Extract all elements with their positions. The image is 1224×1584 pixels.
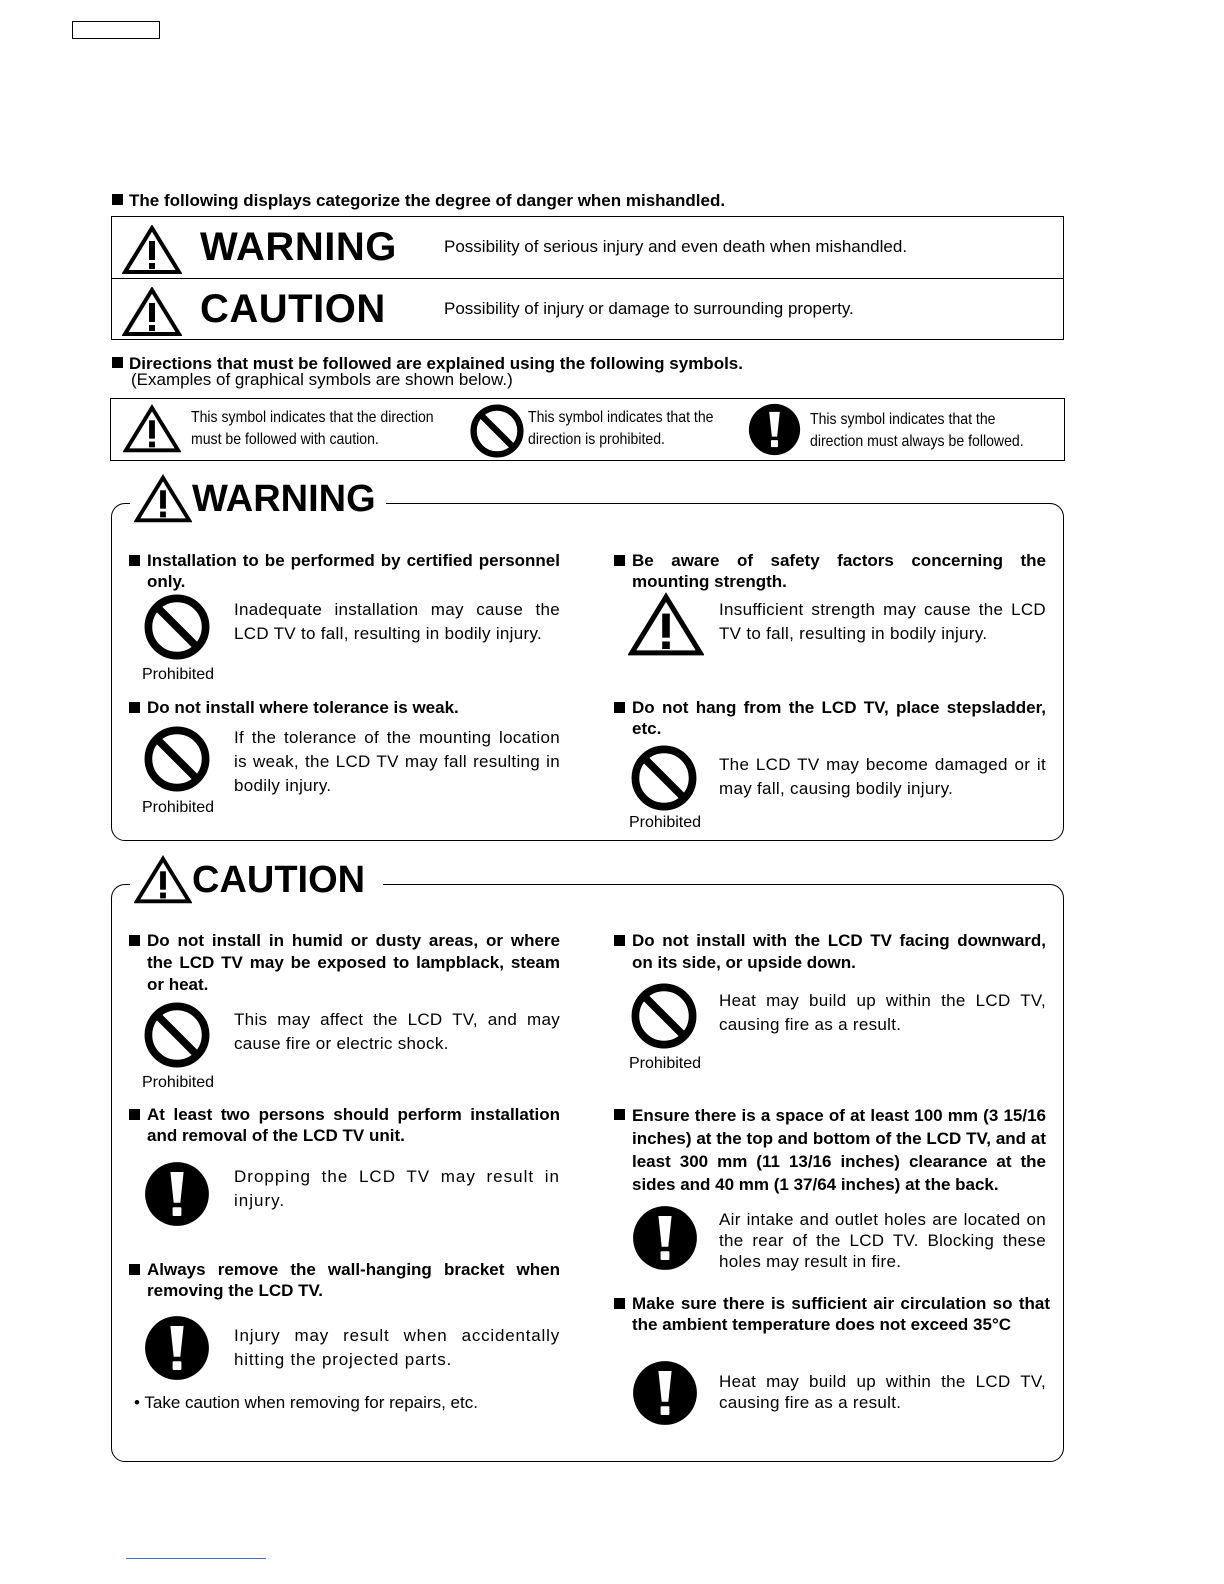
prohibited-icon bbox=[144, 726, 210, 792]
danger-degree-table bbox=[111, 216, 1064, 340]
mandatory-icon bbox=[632, 1205, 698, 1271]
caution-triangle-icon bbox=[134, 855, 192, 905]
legend-prohibited-text bbox=[528, 407, 713, 451]
prohibited-label: Prohibited bbox=[629, 1055, 702, 1072]
bottom-rule bbox=[126, 1558, 266, 1559]
caution-item-heading bbox=[614, 1293, 1050, 1335]
heading-text: Do not install where tolerance is weak. bbox=[147, 698, 459, 717]
warning-item-heading bbox=[129, 550, 560, 592]
mandatory-icon bbox=[144, 1315, 210, 1381]
heading-text: Do not install with the LCD TV facing downward, on its side, or upside down. bbox=[632, 931, 1046, 972]
degree-row-warning bbox=[112, 217, 1063, 279]
intro-subheading: (Examples of graphical symbols are shown below.) bbox=[131, 370, 513, 389]
caution-item-heading bbox=[129, 1259, 560, 1301]
prohibited-label: Prohibited bbox=[142, 1074, 215, 1091]
heading-text: Ensure there is a space of at least 100 mm (3 15/16 inches) at the top and bottom of the LCD TV, and at least 300 mm (11 13/16 inches) clearance at the sides and 40 mm (1 37/64 inches) at the back. bbox=[632, 1106, 1046, 1194]
mandatory-icon bbox=[748, 403, 801, 456]
degree-row-caution bbox=[112, 278, 1063, 341]
caution-item-heading bbox=[614, 930, 1046, 974]
warning-panel bbox=[111, 477, 1064, 841]
caution-item-heading bbox=[129, 930, 560, 996]
legend-line: This symbol indicates that the bbox=[528, 409, 714, 426]
degree-description: Possibility of serious injury and even death when mishandled. bbox=[444, 237, 908, 256]
page-corner-box bbox=[72, 21, 160, 39]
caution-note: • Take caution when removing for repairs, etc. bbox=[134, 1393, 478, 1412]
intro-heading-text: Directions that must be followed are explained using the following symbols. bbox=[129, 354, 743, 373]
caution-triangle-icon bbox=[134, 474, 192, 524]
caution-panel bbox=[111, 858, 1064, 1462]
caution-item-heading bbox=[614, 1104, 1046, 1196]
heading-text: Be aware of safety factors concerning the mounting strength. bbox=[632, 551, 1046, 591]
prohibited-icon bbox=[631, 983, 697, 1049]
prohibited-icon bbox=[144, 1002, 210, 1068]
caution-item-heading bbox=[129, 1104, 560, 1146]
intro-heading-text: The following displays categorize the degree of danger when mishandled. bbox=[129, 191, 726, 210]
legend-caution-text bbox=[191, 407, 434, 451]
legend-line: direction is prohibited. bbox=[528, 431, 665, 448]
intro-heading-danger bbox=[112, 191, 725, 211]
caution-triangle-icon bbox=[628, 592, 704, 658]
legend-line: This symbol indicates that the direction bbox=[191, 409, 434, 426]
mandatory-icon bbox=[144, 1161, 210, 1227]
caution-item-body: This may affect the LCD TV, and may cause fire or electric shock. bbox=[234, 1010, 560, 1053]
warning-item-heading bbox=[129, 697, 560, 718]
heading-text: At least two persons should perform installation and removal of the LCD TV unit. bbox=[147, 1105, 560, 1145]
heading-text: Do not hang from the LCD TV, place stepsladder, etc. bbox=[632, 698, 1046, 738]
caution-panel-title bbox=[130, 855, 383, 905]
warning-item-body: Insufficient strength may cause the LCD TV to fall, resulting in bodily injury. bbox=[719, 600, 1046, 643]
caution-item-body: Heat may build up within the LCD TV, causing fire as a result. bbox=[719, 991, 1046, 1034]
symbol-legend-table bbox=[110, 398, 1065, 461]
caution-item-body: Air intake and outlet holes are located on the rear of the LCD TV. Blocking these holes may result in fire. bbox=[719, 1210, 1046, 1271]
warning-panel-title bbox=[130, 474, 386, 524]
caution-triangle-icon bbox=[123, 402, 181, 456]
panel-title-text: CAUTION bbox=[192, 858, 366, 901]
heading-text: Always remove the wall-hanging bracket when removing the LCD TV. bbox=[147, 1260, 560, 1300]
mandatory-icon bbox=[632, 1360, 698, 1426]
legend-line: must be followed with caution. bbox=[191, 431, 379, 448]
warning-item-heading bbox=[614, 550, 1046, 592]
caution-item-body: Heat may build up within the LCD TV, causing fire as a result. bbox=[719, 1372, 1046, 1412]
heading-text: Do not install in humid or dusty areas, or where the LCD TV may be exposed to lampblack, steam or heat. bbox=[147, 931, 560, 994]
warning-item-heading bbox=[614, 697, 1046, 739]
prohibited-label: Prohibited bbox=[142, 666, 215, 683]
caution-item-body: Dropping the LCD TV may result in injury. bbox=[234, 1167, 560, 1210]
caution-triangle-icon bbox=[122, 225, 182, 275]
legend-line: This symbol indicates that the bbox=[810, 411, 996, 428]
degree-description: Possibility of injury or damage to surrounding property. bbox=[444, 299, 854, 318]
degree-word: WARNING bbox=[200, 225, 397, 269]
prohibited-label: Prohibited bbox=[629, 814, 702, 831]
legend-mandatory-text bbox=[810, 409, 1024, 453]
warning-item-body: Inadequate installation may cause the LCD TV to fall, resulting in bodily injury. bbox=[234, 600, 560, 643]
heading-text: Installation to be performed by certified personnel only. bbox=[147, 551, 560, 591]
caution-triangle-icon bbox=[122, 287, 182, 337]
prohibited-icon bbox=[144, 594, 210, 660]
panel-title-text: WARNING bbox=[192, 477, 376, 520]
prohibited-icon bbox=[470, 404, 524, 458]
prohibited-icon bbox=[631, 745, 697, 811]
prohibited-label: Prohibited bbox=[142, 799, 215, 816]
caution-item-body: Injury may result when accidentally hitting the projected parts. bbox=[234, 1326, 560, 1369]
degree-word: CAUTION bbox=[200, 287, 386, 331]
heading-text: Make sure there is sufficient air circulation so that the ambient temperature does not exceed 35°C bbox=[632, 1294, 1050, 1334]
warning-item-body: The LCD TV may become damaged or it may fall, causing bodily injury. bbox=[719, 755, 1046, 798]
legend-line: direction must always be followed. bbox=[810, 433, 1024, 450]
warning-item-body: If the tolerance of the mounting location is weak, the LCD TV may fall resulting in bodily injury. bbox=[234, 728, 560, 795]
